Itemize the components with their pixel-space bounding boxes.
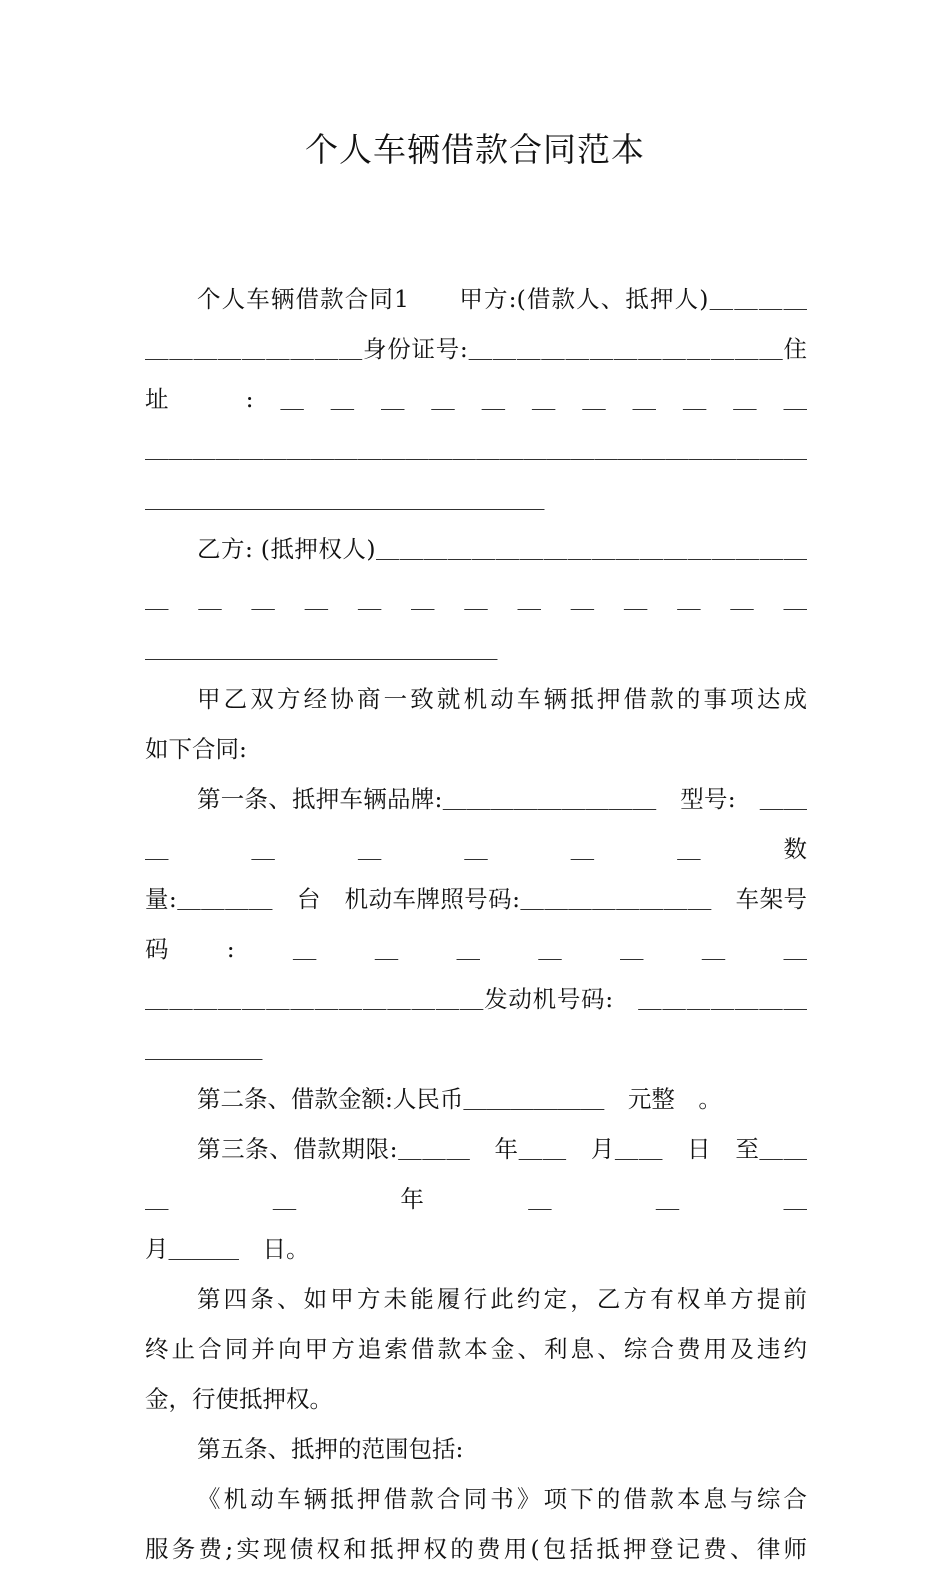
paragraph-line: 《机动车辆抵押借款合同书》项下的借款本息与综合 [197, 1485, 807, 1513]
paragraph-line: 月＿＿＿ 日。 [145, 1235, 310, 1263]
paragraph-line: ＿＿＿＿＿＿＿＿＿身份证号:＿＿＿＿＿＿＿＿＿＿＿＿＿住址 :＿＿＿＿＿＿＿＿＿＿＿ [145, 335, 807, 413]
paragraph-line: 第三条、借款期限:＿＿＿ 年＿＿ 月＿＿ 日 至＿＿＿＿年＿＿＿ [145, 1135, 807, 1213]
paragraph-line: 金，行使抵押权。 [145, 1385, 333, 1413]
document-title: 个人车辆借款合同范本 [305, 130, 645, 169]
paragraph-line: 甲乙双方经协商一致就机动车辆抵押借款的事项达成 [197, 685, 807, 713]
document-body [145, 274, 807, 1574]
paragraph-line: 第一条、抵押车辆品牌:＿＿＿＿＿＿＿＿＿ 型号: ＿＿＿＿＿＿＿＿数 [145, 785, 807, 863]
paragraph-line: 终止合同并向甲方追索借款本金、利息、综合费用及违约 [145, 1335, 807, 1363]
paragraph-line: 个人车辆借款合同1 甲方:(借款人、抵押人)＿＿＿＿ [197, 285, 807, 313]
paragraph-line: 乙方: (抵押权人)＿＿＿＿＿＿＿＿＿＿＿＿＿＿＿＿＿＿＿＿＿＿＿＿＿＿＿＿＿＿＿ [145, 535, 807, 613]
paragraph-line: ＿＿＿＿＿＿＿＿＿＿＿＿＿＿＿ [145, 635, 498, 663]
paragraph-line: 第五条、抵押的范围包括: [197, 1435, 464, 1463]
paragraph-line: ＿＿＿＿＿＿＿＿＿＿＿＿＿＿发动机号码: ＿＿＿＿＿＿＿＿＿＿＿＿ [145, 985, 807, 1063]
paragraph-line: 服务费;实现债权和抵押权的费用(包括抵押登记费、律师 [145, 1535, 807, 1563]
paragraph-line: 第二条、借款金额:人民币＿＿＿＿＿＿ 元整 。 [197, 1085, 722, 1113]
paragraph-line: ＿＿＿＿＿＿＿＿＿＿＿＿＿＿＿＿＿＿＿＿＿＿＿＿＿＿＿＿＿＿＿＿＿＿＿＿＿＿＿＿＿＿＿＿＿ [145, 435, 807, 513]
paragraph-line: 如下合同: [145, 735, 247, 763]
paragraph-line: 第四条、如甲方未能履行此约定，乙方有权单方提前 [197, 1285, 807, 1313]
paragraph-line: 量:＿＿＿＿ 台 机动车牌照号码:＿＿＿＿＿＿＿＿ 车架号码:＿＿＿＿＿＿＿ [145, 885, 807, 963]
